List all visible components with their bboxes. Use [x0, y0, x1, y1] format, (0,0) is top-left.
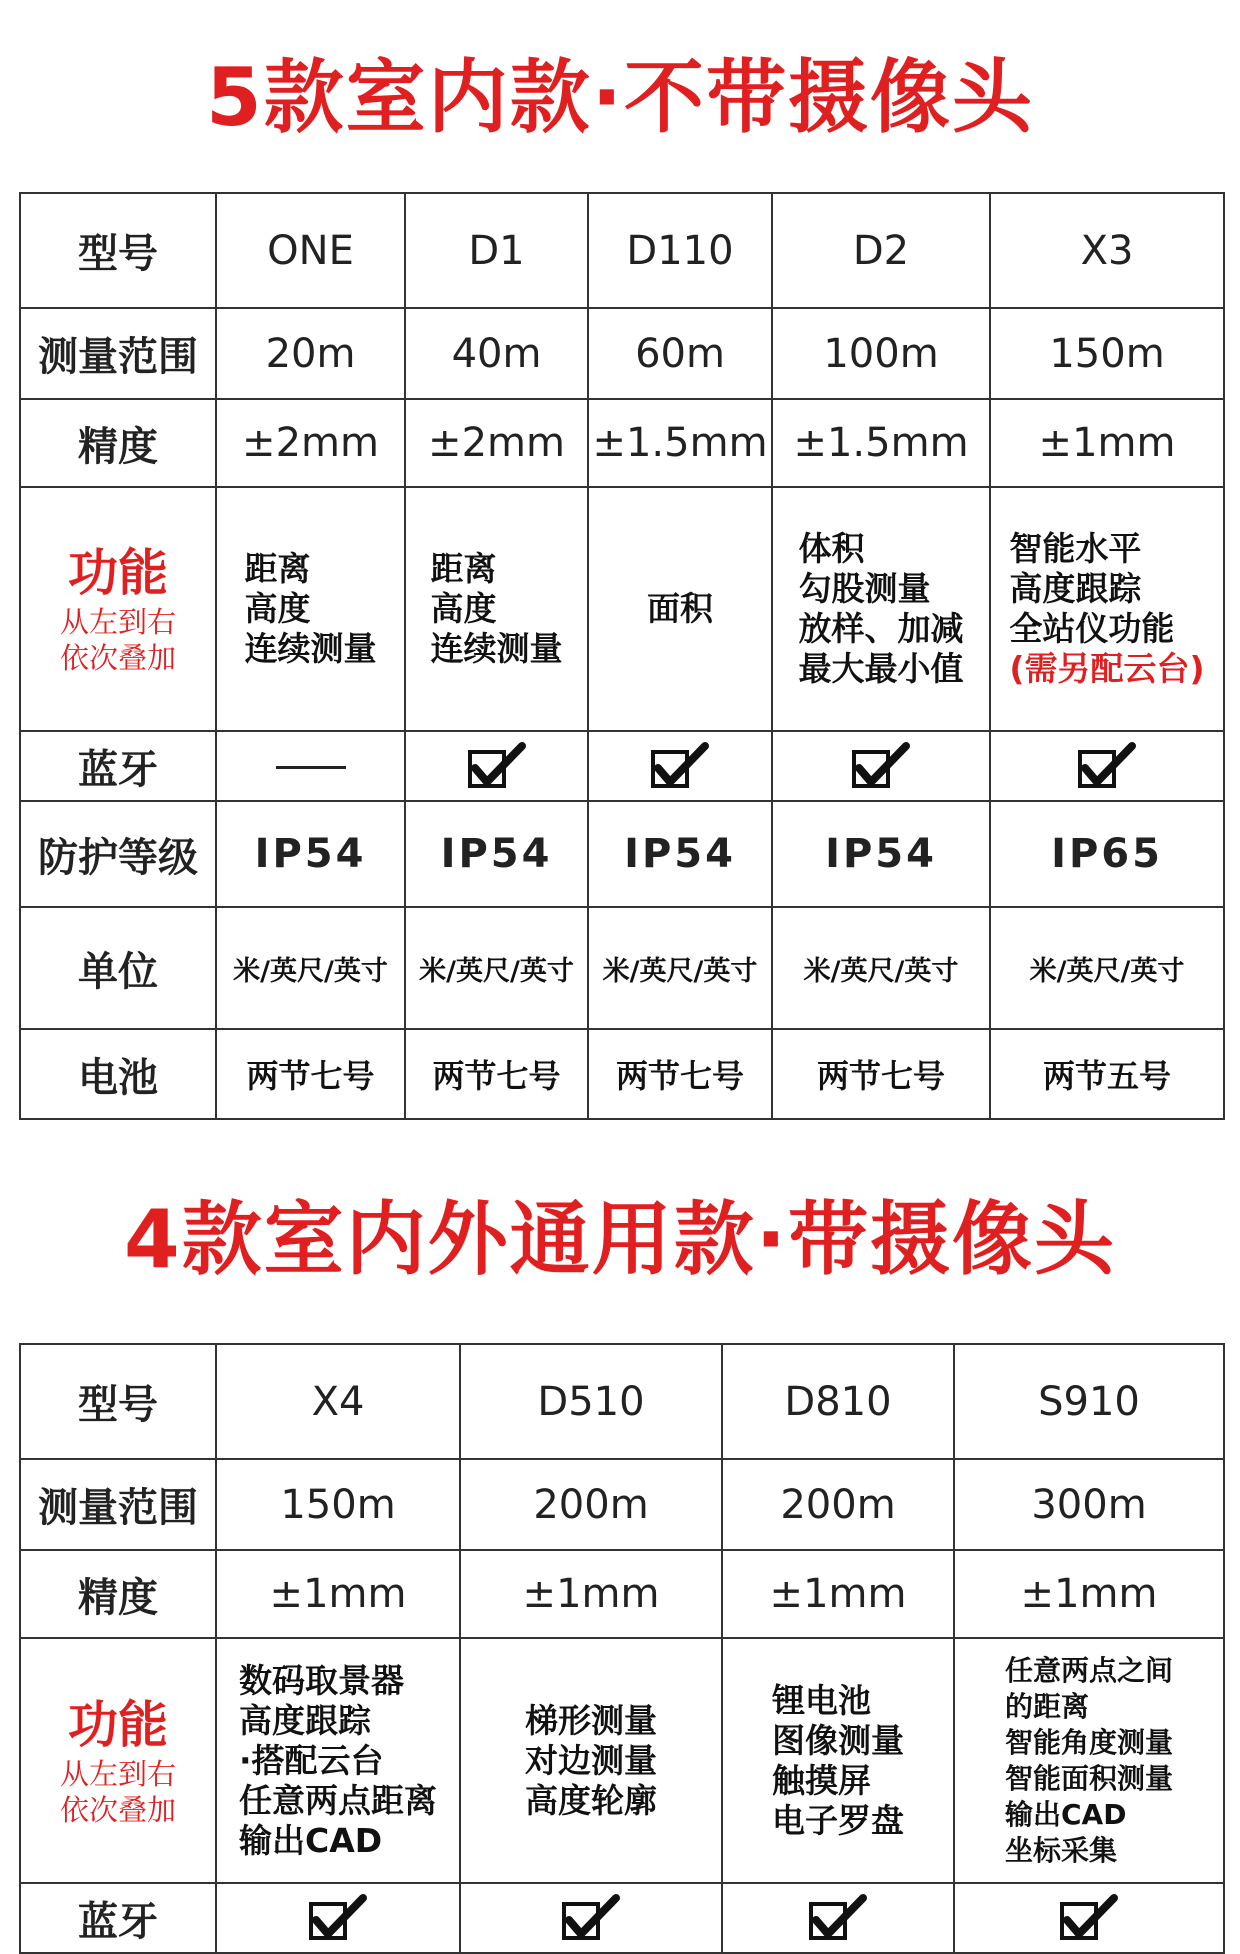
unit-cell: 米/英尺/英寸	[216, 907, 405, 1029]
function-cell	[405, 487, 588, 731]
accuracy-cell: ±2mm	[405, 399, 588, 487]
row-label-bluetooth: 蓝牙	[20, 1883, 216, 1953]
function-subtitle: 依次叠加	[59, 641, 176, 675]
function-cell	[216, 487, 405, 731]
feature-item: 触摸屏	[772, 1760, 871, 1800]
check-icon	[808, 1894, 868, 1942]
row-label-battery: 电池	[20, 1029, 216, 1119]
battery-cell: 两节七号	[216, 1029, 405, 1119]
model-cell: ONE	[216, 193, 405, 308]
table-row-model	[20, 193, 1224, 308]
table-row-protection	[20, 801, 1224, 907]
table-row-accuracy	[20, 399, 1224, 487]
model-cell: S910	[954, 1344, 1224, 1459]
accuracy-cell: ±1.5mm	[588, 399, 772, 487]
section-title-outdoor: 4款室内外通用款·带摄像头	[123, 1193, 1117, 1286]
accuracy-cell: ±2mm	[216, 399, 405, 487]
bluetooth-cell	[588, 731, 772, 801]
feature-item: 体积	[798, 529, 865, 568]
function-cell	[588, 487, 772, 731]
table-row-functions	[20, 1638, 1224, 1883]
bluetooth-cell	[772, 731, 990, 801]
feature-item: 放样、加减	[798, 609, 964, 648]
accuracy-cell: ±1mm	[722, 1550, 954, 1638]
table-row-range	[20, 1459, 1224, 1550]
battery-cell: 两节七号	[588, 1029, 772, 1119]
feature-item: 任意两点之间	[1004, 1653, 1173, 1687]
table-row-unit	[20, 907, 1224, 1029]
table-row-bluetooth	[20, 1883, 1224, 1953]
feature-item: ·搭配云台	[239, 1740, 384, 1780]
feature-item: 对边测量	[525, 1740, 657, 1780]
protection-cell: IP54	[216, 801, 405, 907]
range-cell: 100m	[772, 308, 990, 399]
bluetooth-cell	[216, 731, 405, 801]
row-label-protection: 防护等级	[20, 801, 216, 907]
protection-cell: IP54	[588, 801, 772, 907]
row-label-bluetooth: 蓝牙	[20, 731, 216, 801]
row-label-model: 型号	[20, 193, 216, 308]
feature-item: 高度	[430, 589, 497, 628]
table-row-accuracy	[20, 1550, 1224, 1638]
model-cell: D1	[405, 193, 588, 308]
bluetooth-cell	[460, 1883, 722, 1953]
protection-cell: IP65	[990, 801, 1224, 907]
spec-table-outdoor	[19, 1343, 1225, 1954]
feature-item: 距离	[244, 549, 311, 588]
row-label-accuracy: 精度	[20, 399, 216, 487]
feature-item: 电子罗盘	[772, 1800, 904, 1840]
table-row-functions	[20, 487, 1224, 731]
feature-item: 智能角度测量	[1004, 1725, 1173, 1759]
model-cell: D810	[722, 1344, 954, 1459]
range-cell: 200m	[722, 1459, 954, 1550]
feature-item: 锂电池	[772, 1680, 871, 1720]
function-cell	[990, 487, 1224, 731]
feature-item: 智能水平	[1009, 529, 1142, 568]
feature-item: 智能面积测量	[1004, 1761, 1173, 1795]
function-subtitle: 依次叠加	[59, 1792, 176, 1827]
feature-item: 全站仪功能	[1009, 609, 1175, 648]
unit-cell: 米/英尺/英寸	[772, 907, 990, 1029]
function-cell	[772, 487, 990, 731]
accuracy-cell: ±1mm	[460, 1550, 722, 1638]
range-cell: 300m	[954, 1459, 1224, 1550]
check-icon	[561, 1894, 621, 1942]
bluetooth-cell	[722, 1883, 954, 1953]
feature-note: (需另配云台)	[1009, 649, 1205, 688]
check-icon	[467, 742, 527, 790]
check-icon	[650, 742, 710, 790]
bluetooth-cell	[405, 731, 588, 801]
check-icon	[1077, 742, 1137, 790]
accuracy-cell: ±1mm	[990, 399, 1224, 487]
spec-table-indoor	[19, 192, 1225, 1120]
unit-cell: 米/英尺/英寸	[405, 907, 588, 1029]
row-label-functions	[20, 1638, 216, 1883]
function-cell	[954, 1638, 1224, 1883]
feature-item: 面积	[647, 589, 713, 628]
unit-cell: 米/英尺/英寸	[990, 907, 1224, 1029]
unit-cell: 米/英尺/英寸	[588, 907, 772, 1029]
row-label-unit: 单位	[20, 907, 216, 1029]
range-cell: 150m	[216, 1459, 460, 1550]
model-cell: D110	[588, 193, 772, 308]
row-label-accuracy: 精度	[20, 1550, 216, 1638]
function-subtitle: 从左到右	[59, 1756, 176, 1791]
feature-item: 高度轮廓	[525, 1780, 657, 1820]
table-row-bluetooth	[20, 731, 1224, 801]
function-title: 功能	[68, 1695, 168, 1754]
dash-icon	[276, 766, 346, 769]
accuracy-cell: ±1mm	[216, 1550, 460, 1638]
feature-item: 勾股测量	[798, 569, 931, 608]
feature-item: 连续测量	[430, 629, 563, 668]
feature-item: 坐标采集	[1004, 1833, 1117, 1867]
feature-item: 数码取景器	[239, 1660, 404, 1700]
model-cell: X4	[216, 1344, 460, 1459]
battery-cell: 两节五号	[990, 1029, 1224, 1119]
accuracy-cell: ±1.5mm	[772, 399, 990, 487]
feature-item: 图像测量	[772, 1720, 904, 1760]
feature-item: 最大最小值	[798, 649, 964, 688]
model-cell: X3	[990, 193, 1224, 308]
function-title: 功能	[68, 544, 168, 602]
feature-item: 任意两点距离	[239, 1780, 437, 1820]
feature-item: 输出CAD	[239, 1820, 383, 1860]
bluetooth-cell	[954, 1883, 1224, 1953]
range-cell: 150m	[990, 308, 1224, 399]
table-row-range	[20, 308, 1224, 399]
feature-item: 高度跟踪	[1009, 569, 1142, 608]
function-cell	[722, 1638, 954, 1883]
model-cell: D510	[460, 1344, 722, 1459]
row-label-range: 测量范围	[20, 1459, 216, 1550]
check-icon	[308, 1894, 368, 1942]
feature-item: 高度	[244, 589, 311, 628]
feature-item: 连续测量	[244, 629, 377, 668]
function-subtitle: 从左到右	[59, 605, 176, 639]
protection-cell: IP54	[405, 801, 588, 907]
check-icon	[1059, 1894, 1119, 1942]
feature-item: 的距离	[1004, 1689, 1089, 1723]
battery-cell: 两节七号	[772, 1029, 990, 1119]
feature-item: 距离	[430, 549, 497, 588]
feature-item: 输出CAD	[1004, 1797, 1127, 1831]
table-row-model	[20, 1344, 1224, 1459]
battery-cell: 两节七号	[405, 1029, 588, 1119]
function-cell	[460, 1638, 722, 1883]
range-cell: 20m	[216, 308, 405, 399]
table-row-battery	[20, 1029, 1224, 1119]
check-icon	[851, 742, 911, 790]
row-label-range: 测量范围	[20, 308, 216, 399]
row-label-model: 型号	[20, 1344, 216, 1459]
range-cell: 60m	[588, 308, 772, 399]
model-cell: D2	[772, 193, 990, 308]
feature-item: 梯形测量	[525, 1700, 657, 1740]
function-cell	[216, 1638, 460, 1883]
range-cell: 200m	[460, 1459, 722, 1550]
bluetooth-cell	[216, 1883, 460, 1953]
accuracy-cell: ±1mm	[954, 1550, 1224, 1638]
bluetooth-cell	[990, 731, 1224, 801]
range-cell: 40m	[405, 308, 588, 399]
feature-item: 高度跟踪	[239, 1700, 371, 1740]
section-title-indoor: 5款室内款·不带摄像头	[205, 51, 1035, 144]
protection-cell: IP54	[772, 801, 990, 907]
row-label-functions	[20, 487, 216, 731]
